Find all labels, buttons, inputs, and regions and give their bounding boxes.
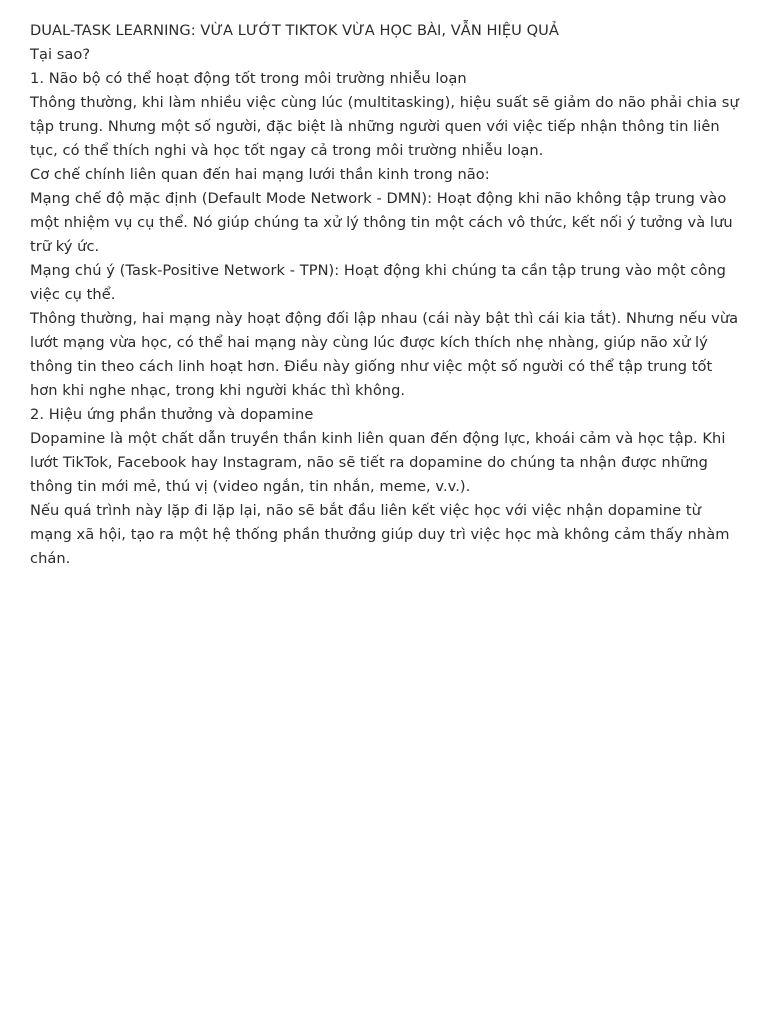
- paragraph-tpn: Mạng chú ý (Task-Positive Network - TPN): Hoạt động khi chúng ta cần tập trung vào một công việc cụ thể.: [30, 262, 726, 303]
- note-body: [30, 19, 742, 571]
- paragraph-dopamine: Dopamine là một chất dẫn truyền thần kinh liên quan đến động lực, khoái cảm và học tập. Khi lướt TikTok, Facebook hay Instagram, não sẽ tiết ra dopamine do chúng ta nhận được những thông tin mới mẻ, thú vị (video ngắn, tin nhắn, meme, v.v.).: [30, 430, 726, 495]
- note-question: Tại sao?: [30, 46, 91, 63]
- section-heading-1: 1. Não bộ có thể hoạt động tốt trong môi trường nhiễu loạn: [30, 70, 467, 87]
- paragraph-multitasking: Thông thường, khi làm nhiều việc cùng lúc (multitasking), hiệu suất sẽ giảm do não phải chia sự tập trung. Nhưng một số người, đặc biệt là những người quen với việc tiếp nhận thông tin liên tục, có thể thích nghi và học tốt ngay cả trong môi trường nhiễu loạn.: [30, 94, 739, 159]
- paragraph-networks: Thông thường, hai mạng này hoạt động đối lập nhau (cái này bật thì cái kia tắt). Nhưng nếu vừa lướt mạng vừa học, có thể hai mạng này cùng lúc được kích thích nhẹ nhàng, giúp não xử lý thông tin theo cách linh hoạt hơn. Điều này giống như việc một số người có thể tập trung tốt hơn khi nghe nhạc, trong khi người khác thì không.: [30, 310, 739, 399]
- section-heading-2: 2. Hiệu ứng phần thưởng và dopamine: [30, 406, 314, 423]
- paragraph-mechanism: Cơ chế chính liên quan đến hai mạng lưới thần kinh trong não:: [30, 166, 490, 183]
- paragraph-reward-loop: Nếu quá trình này lặp đi lặp lại, não sẽ bắt đầu liên kết việc học với việc nhận dopamine từ mạng xã hội, tạo ra một hệ thống phần thưởng giúp duy trì việc học mà không cảm thấy nhàm chán.: [30, 502, 730, 567]
- note-title: DUAL-TASK LEARNING: VỪA LƯỚT TIKTOK VỪA HỌC BÀI, VẪN HIỆU QUẢ: [30, 22, 559, 39]
- paragraph-dmn: Mạng chế độ mặc định (Default Mode Network - DMN): Hoạt động khi não không tập trung vào một nhiệm vụ cụ thể. Nó giúp chúng ta xử lý thông tin một cách vô thức, kết nối ý tưởng và lưu trữ ký ức.: [30, 190, 733, 255]
